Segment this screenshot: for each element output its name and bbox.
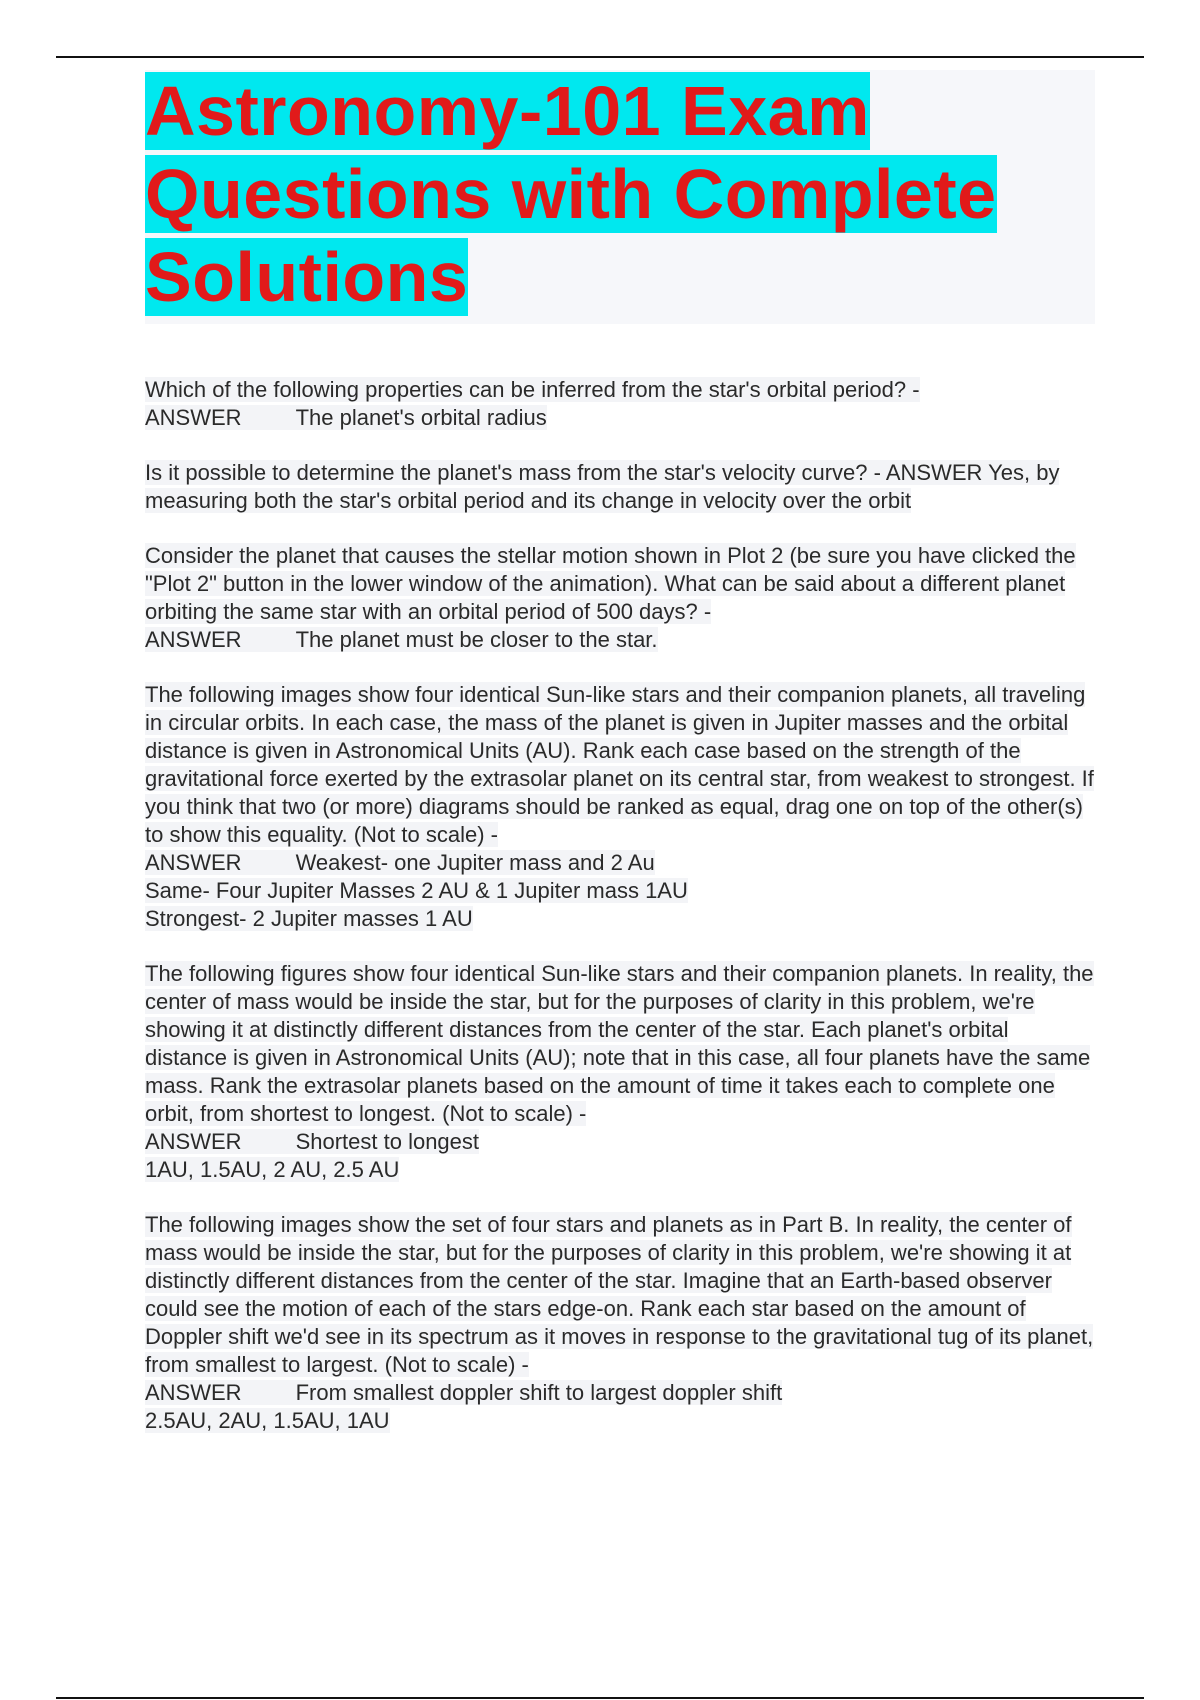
answer-extra-line: Same- Four Jupiter Masses 2 AU & 1 Jupiter mass 1AU — [145, 878, 688, 903]
qa-item-5 — [145, 960, 1095, 1184]
answer-label: ANSWER — [145, 405, 242, 430]
question-text: Consider the planet that causes the stellar motion shown in Plot 2 (be sure you have clicked the "Plot 2" button in the lower window of the animation). What can be said about a different planet orbiting the same star with an orbital period of 500 days? - — [145, 543, 1076, 624]
title-block — [145, 70, 1095, 324]
qa-item-6 — [145, 1211, 1095, 1435]
qa-item-3 — [145, 542, 1095, 654]
answer-label: ANSWER — [145, 627, 242, 652]
qa-item-2 — [145, 459, 1095, 515]
answer-label: ANSWER — [145, 1129, 242, 1154]
title-text: Astronomy-101 Exam Questions with Complete Solutions — [145, 72, 997, 316]
question-text: The following images show the set of four stars and planets as in Part B. In reality, the center of mass would be inside the star, but for the purposes of clarity in this problem, we're showing it at distinctly different distances from the center of the star. Imagine that an Earth-based observer could see the motion of each of the stars edge-on. Rank each star based on the amount of Doppler shift we'd see in its spectrum as it moves in response to the gravitational tug of its planet, from smallest to largest. (Not to scale) - — [145, 1212, 1094, 1377]
answer-label: ANSWER — [145, 1380, 242, 1405]
bottom-rule — [56, 1697, 1144, 1699]
question-text: The following images show four identical Sun-like stars and their companion planets, all traveling in circular orbits. In each case, the mass of the planet is given in Jupiter masses and the orbital distance is given in Astronomical Units (AU). Rank each case based on the strength of the gravitational force exerted by the extrasolar planet on its central star, from weakest to strongest. If you think that two (or more) diagrams should be ranked as equal, drag one on top of the other(s) to show this equality. (Not to scale) - — [145, 682, 1094, 847]
qa-item-1 — [145, 376, 1095, 432]
question-text: Which of the following properties can be inferred from the star's orbital period? - — [145, 377, 920, 402]
answer-text: The planet's orbital radius — [295, 405, 547, 430]
answer-text: The planet must be closer to the star. — [295, 627, 658, 652]
top-rule — [56, 56, 1144, 58]
page-title — [145, 70, 1095, 319]
document-body — [145, 70, 1095, 1462]
qa-item-4 — [145, 681, 1095, 933]
answer-extra-line: Strongest- 2 Jupiter masses 1 AU — [145, 906, 473, 931]
answer-label: ANSWER — [145, 850, 242, 875]
question-text: Is it possible to determine the planet's mass from the star's velocity curve? - ANSWER Yes, by measuring both the star's orbital period and its change in velocity over the orbit — [145, 460, 1060, 513]
question-text: The following figures show four identical Sun-like stars and their companion planets. In reality, the center of mass would be inside the star, but for the purposes of clarity in this problem, we're showing it at distinctly different distances from the center of the star. Each planet's orbital distance is given in Astronomical Units (AU); note that in this case, all four planets have the same mass. Rank the extrasolar planets based on the amount of time it takes each to complete one orbit, from shortest to longest. (Not to scale) - — [145, 961, 1094, 1126]
qa-list — [145, 376, 1095, 1435]
answer-text: From smallest doppler shift to largest doppler shift — [295, 1380, 783, 1405]
answer-extra-line: 2.5AU, 2AU, 1.5AU, 1AU — [145, 1408, 390, 1433]
answer-text: Weakest- one Jupiter mass and 2 Au — [295, 850, 655, 875]
answer-extra-line: 1AU, 1.5AU, 2 AU, 2.5 AU — [145, 1157, 400, 1182]
answer-text: Shortest to longest — [295, 1129, 480, 1154]
